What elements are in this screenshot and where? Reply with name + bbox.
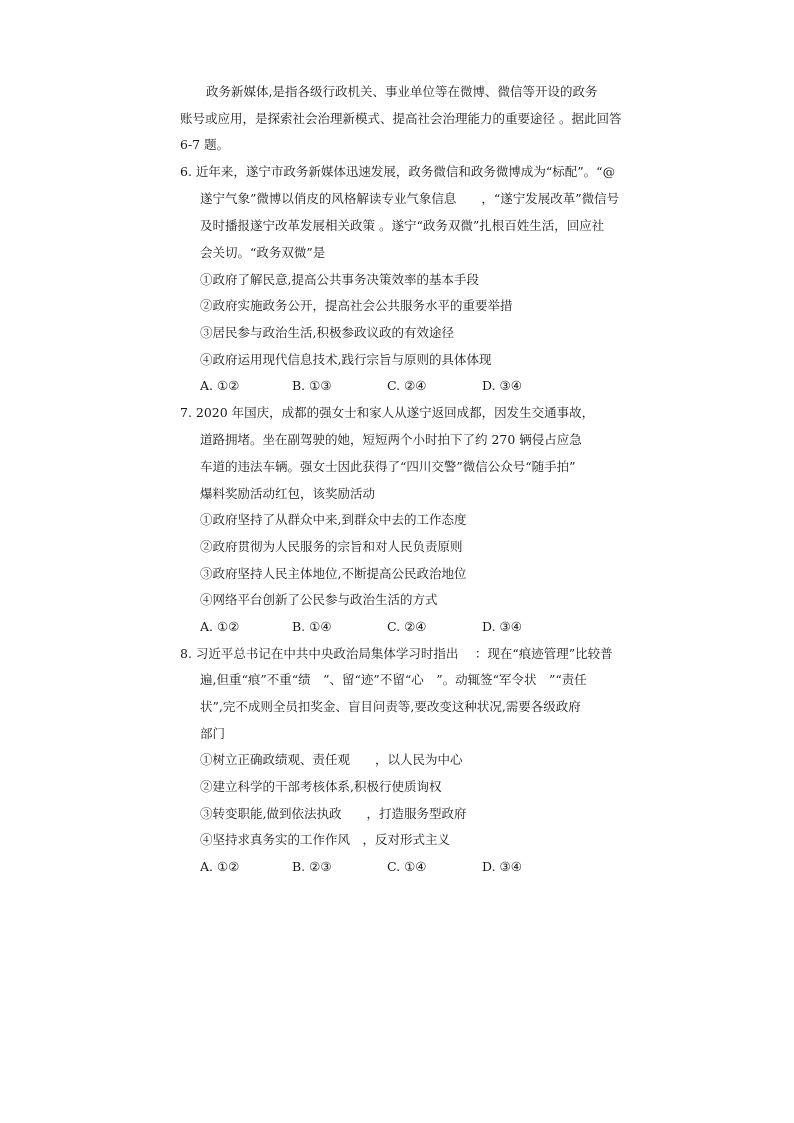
q8-option-c: C. ①④ bbox=[387, 859, 427, 874]
intro-line-2: 账号或应用，是探索社会治理新模式、提高社会治理能力的重要途径 。据此回答 bbox=[180, 111, 622, 126]
intro-line-3: 6-7 题。 bbox=[180, 137, 230, 152]
q6-stem-line-4: 会关切。“政务双微”是 bbox=[200, 245, 326, 260]
q6-stem-line-1: 6. 近年来，遂宁市政务新媒体迅速发展，政务微信和政务微博成为“标配”。“@ bbox=[180, 164, 616, 179]
q8-stem-line-1: 8. 习近平总书记在中共中央政治局集体学习时指出 ：现在“痕迹管理”比较普 bbox=[180, 646, 613, 661]
q6-option-a: A. ①② bbox=[200, 378, 240, 393]
q7-stem-line-4: 爆料奖励活动红包，该奖励活动 bbox=[200, 486, 376, 501]
q8-stem-line-2: 遍,但重“痕”不重“绩 ”、留“迹”不留“心 ”。动辄签“军令状 ”“责任 bbox=[200, 672, 587, 687]
q8-option-b: B. ②③ bbox=[292, 859, 332, 874]
q7-statement-4: ④网络平台创新了公民参与政治生活的方式 bbox=[200, 592, 438, 607]
q8-option-d: D. ③④ bbox=[482, 859, 522, 874]
q8-statement-4: ④坚持求真务实的工作作风 ，反对形式主义 bbox=[200, 832, 451, 847]
q6-statement-2: ②政府实施政务公开，提高社会公共服务水平的重要举措 bbox=[200, 298, 513, 313]
q7-statement-1: ①政府坚持了从群众中来,到群众中去的工作态度 bbox=[200, 512, 467, 527]
q8-statement-1: ①树立正确政绩观、责任观 ，以人民为中心 bbox=[200, 752, 463, 767]
q7-stem-line-1: 7. 2020 年国庆，成都的强女士和家人从遂宁返回成都，因发生交通事故， bbox=[180, 405, 595, 420]
q6-option-c: C. ②④ bbox=[387, 378, 427, 393]
q6-statement-1: ①政府了解民意,提高公共事务决策效率的基本手段 bbox=[200, 272, 479, 287]
q8-statement-2: ②建立科学的干部考核体系,积极行使质询权 bbox=[200, 779, 442, 794]
q7-statement-3: ③政府坚持人民主体地位,不断提高公民政治地位 bbox=[200, 566, 467, 581]
q6-stem-line-2: 遂宁气象”微博以俏皮的风格解读专业气象信息 ，“遂宁发展改革”微信号 bbox=[200, 191, 620, 206]
q7-option-a: A. ①② bbox=[200, 619, 240, 634]
q8-option-a: A. ①② bbox=[200, 859, 240, 874]
q8-stem-line-4: 部门 bbox=[200, 726, 226, 741]
q6-statement-3: ③居民参与政治生活,积极参政议政的有效途径 bbox=[200, 325, 454, 340]
q7-option-b: B. ①④ bbox=[292, 619, 332, 634]
intro-line-1: 政务新媒体,是指各级行政机关、事业单位等在微博、微信等开设的政务 bbox=[206, 84, 598, 99]
q7-stem-line-3: 车道的违法车辆。强女士因此获得了“四川交警”微信公众号“随手拍” bbox=[200, 459, 576, 474]
q7-stem-line-2: 道路拥堵。坐在副驾驶的她，短短两个小时拍下了约 270 辆侵占应急 bbox=[200, 432, 582, 447]
q6-option-d: D. ③④ bbox=[482, 378, 522, 393]
q7-statement-2: ②政府贯彻为人民服务的宗旨和对人民负责原则 bbox=[200, 539, 463, 554]
q6-option-b: B. ①③ bbox=[292, 378, 332, 393]
q7-option-d: D. ③④ bbox=[482, 619, 522, 634]
q7-option-c: C. ②④ bbox=[387, 619, 427, 634]
q6-statement-4: ④政府运用现代信息技术,践行宗旨与原则的具体体现 bbox=[200, 352, 492, 367]
q8-stem-line-3: 状”,完不成则全员扣奖金、盲目问责等,要改变这种状况,需要各级政府 bbox=[200, 699, 581, 714]
q8-statement-3: ③转变职能,做到依法执政 ，打造服务型政府 bbox=[200, 806, 467, 821]
q6-stem-line-3: 及时播报遂宁改革发展相关政策 。遂宁“政务双微”扎根百姓生活，回应社 bbox=[200, 218, 605, 233]
